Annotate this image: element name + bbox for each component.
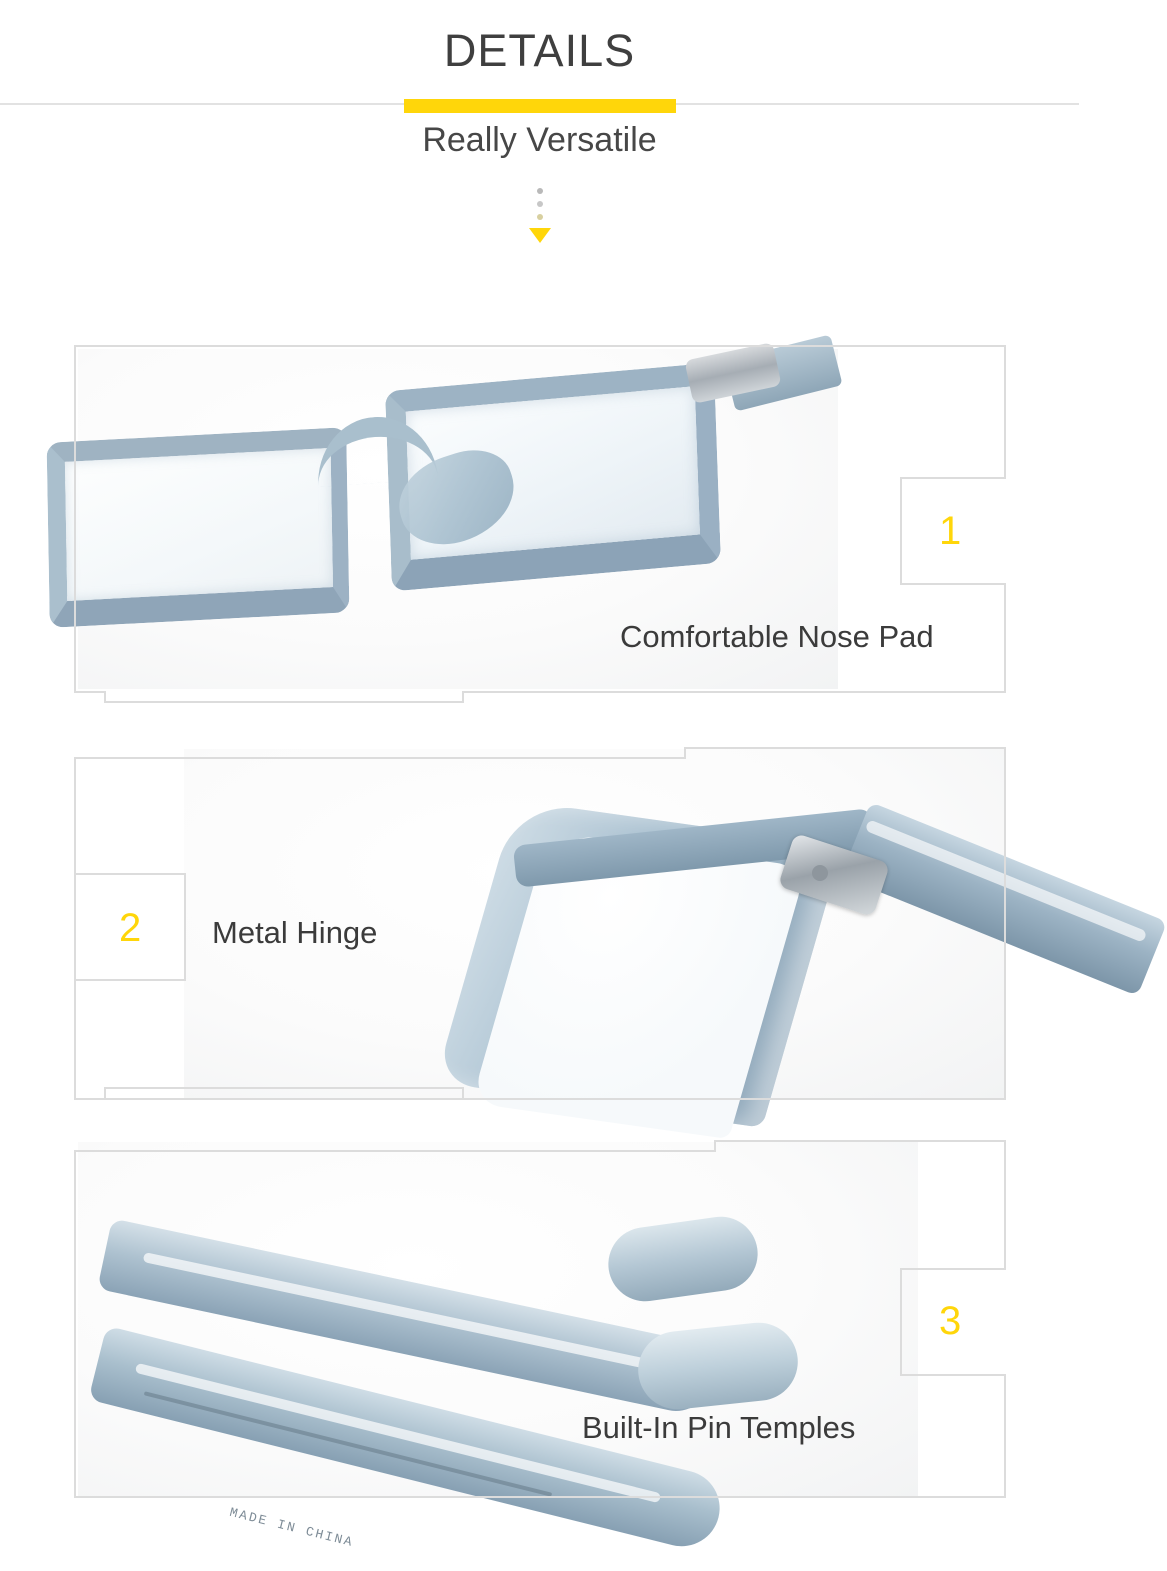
detail-caption-3: Built-In Pin Temples (582, 1410, 856, 1445)
detail-caption-2: Metal Hinge (212, 915, 378, 950)
arrow-head-icon (529, 228, 551, 243)
header-accent-underline (404, 99, 676, 113)
detail-caption-1: Comfortable Nose Pad (620, 619, 934, 654)
scroll-down-arrow-icon (0, 188, 1079, 243)
detail-number-2: 2 (119, 906, 142, 950)
arrow-dot (537, 214, 543, 220)
page-subtitle: Really Versatile (422, 120, 657, 159)
page-title: DETAILS (443, 25, 636, 76)
detail-number-3: 3 (939, 1299, 962, 1343)
temple-stamp-text: MADE IN CHINA (228, 1504, 356, 1551)
detail-card-3 (74, 1138, 1006, 1551)
detail-card-1 (74, 345, 1006, 693)
arrow-dot (537, 188, 543, 194)
arrow-dot (537, 201, 543, 207)
eyeglass-front-art (68, 357, 788, 657)
hinge-screw (812, 865, 828, 881)
detail-number-1: 1 (939, 509, 962, 553)
left-lens-rim (47, 427, 350, 628)
detail-card-2 (74, 745, 1006, 1100)
page-header (0, 0, 1079, 76)
